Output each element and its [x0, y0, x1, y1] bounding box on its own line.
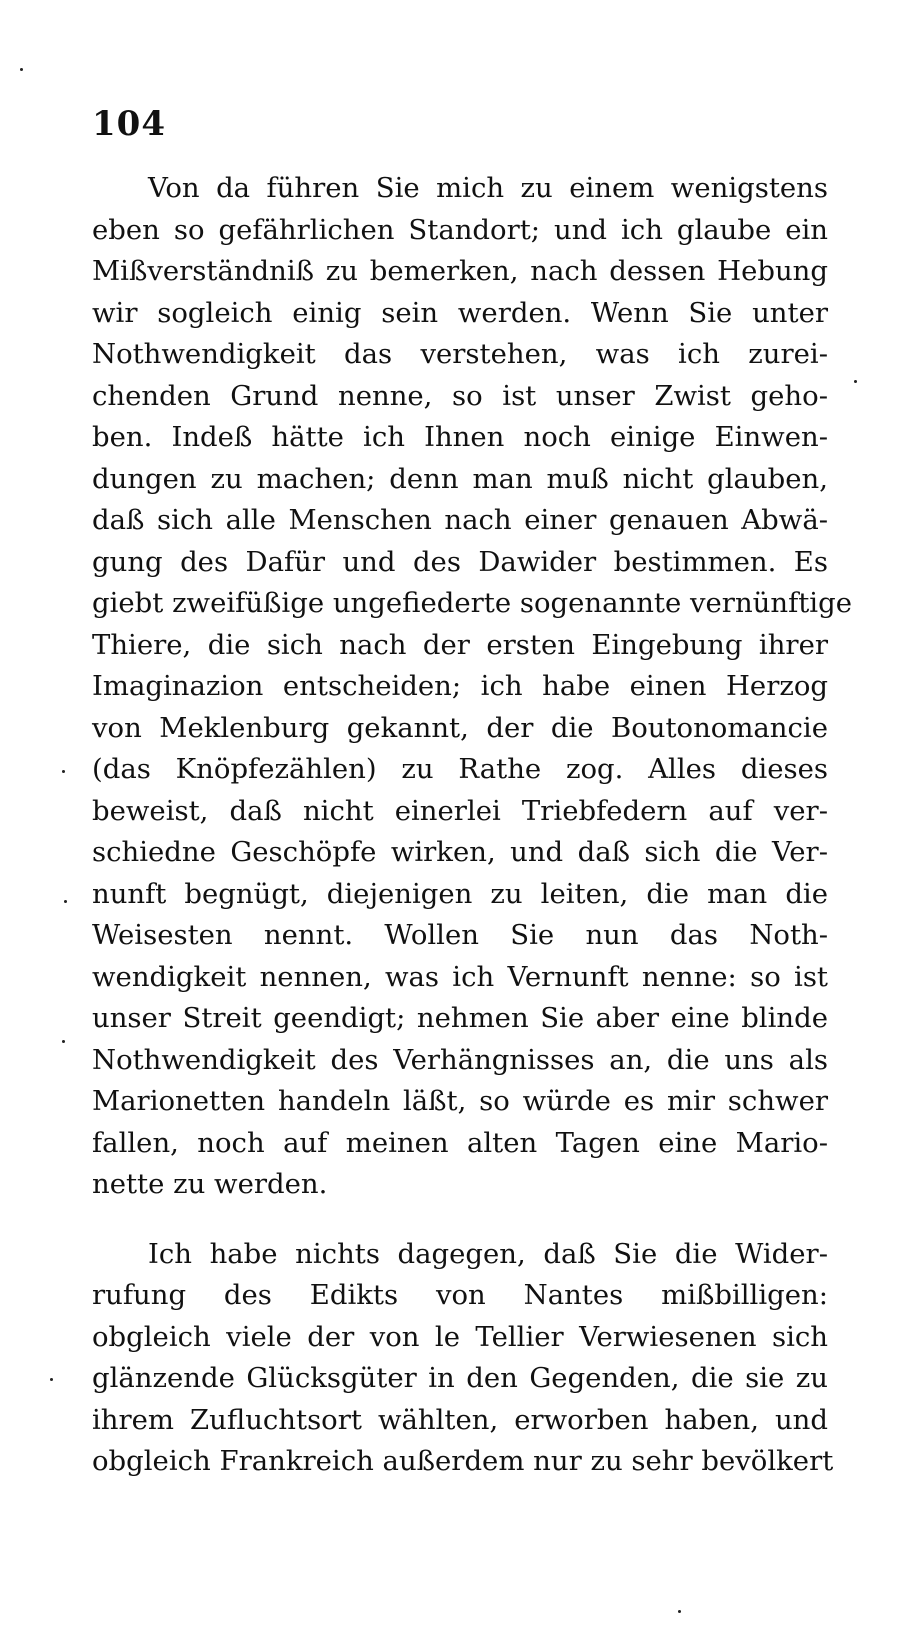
text-line: daß sich alle Menschen nach einer genauen Abwä-: [92, 504, 828, 536]
paper-speck: [64, 900, 67, 903]
text-line: Nothwendigkeit das verstehen, was ich zurei-: [92, 338, 828, 370]
text-line: (das Knöpfezählen) zu Rathe zog. Alles dieses: [92, 753, 828, 785]
text-line: wendigkeit nennen, was ich Vernunft nenne: so ist: [92, 960, 828, 993]
text-line: gung des Dafür und des Dawider bestimmen. Es: [92, 545, 828, 578]
text-line: Ich habe nichts dagegen, daß Sie die Wider-: [148, 1237, 828, 1270]
text-line: rufung des Edikts von Nantes mißbilligen:: [92, 1279, 828, 1311]
text-line: nunft begnügt, diejenigen zu leiten, die man die: [92, 877, 828, 910]
text-line: obgleich Frankreich außerdem nur zu sehr bevölkert: [92, 1445, 834, 1477]
text-line: wir sogleich einig sein werden. Wenn Sie unter: [92, 296, 828, 329]
text-line: glänzende Glücksgüter in den Gegenden, die sie zu: [92, 1362, 828, 1394]
text-line: eben so gefährlichen Standort; und ich glaube ein: [92, 213, 828, 246]
paper-speck: [62, 1040, 65, 1043]
text-line: ihrem Zufluchtsort wählten, erworben haben, und: [92, 1403, 828, 1436]
text-line: ben. Indeß hätte ich Ihnen noch einige Einwen-: [92, 421, 828, 453]
paragraph: [92, 168, 852, 1206]
text-line: obgleich viele der von le Tellier Verwiesenen sich: [92, 1320, 828, 1353]
paper-speck: [20, 68, 23, 71]
text-line: dungen zu machen; denn man muß nicht glauben,: [92, 462, 828, 495]
paper-speck: [678, 1610, 681, 1613]
text-line: Marionetten handeln läßt, so würde es mir schwer: [92, 1085, 828, 1117]
text-line: Imaginazion entscheiden; ich habe einen Herzog: [92, 670, 828, 702]
page-number: 104: [92, 104, 166, 144]
text-line: Weisesten nennt. Wollen Sie nun das Noth-: [92, 919, 828, 951]
text-line: giebt zweifüßige ungefiederte sogenannte vernünftige: [92, 587, 852, 619]
paper-speck: [62, 770, 65, 773]
paper-speck: [50, 1378, 53, 1381]
text-line: Nothwendigkeit des Verhängnisses an, die uns als: [92, 1043, 828, 1076]
paragraph-gap: [92, 1206, 828, 1234]
body-text: [92, 168, 852, 1483]
text-line: von Meklenburg gekannt, der die Boutonomancie: [92, 711, 828, 744]
text-line: Von da führen Sie mich zu einem wenigstens: [148, 172, 828, 204]
paper-speck: [854, 380, 857, 383]
text-line: beweist, daß nicht einerlei Triebfedern auf ver-: [92, 794, 828, 827]
text-line: fallen, noch auf meinen alten Tagen eine Mario-: [92, 1126, 828, 1159]
text-line: nette zu werden.: [92, 1168, 328, 1200]
text-line: chenden Grund nenne, so ist unser Zwist geho-: [92, 379, 828, 412]
text-line: unser Streit geendigt; nehmen Sie aber eine blinde: [92, 1002, 828, 1034]
paragraph: [92, 1234, 834, 1483]
text-line: Mißverständniß zu bemerken, nach dessen Hebung: [92, 255, 828, 287]
text-line: Thiere, die sich nach der ersten Eingebung ihrer: [92, 628, 828, 661]
text-line: schiedne Geschöpfe wirken, und daß sich die Ver-: [92, 836, 828, 868]
